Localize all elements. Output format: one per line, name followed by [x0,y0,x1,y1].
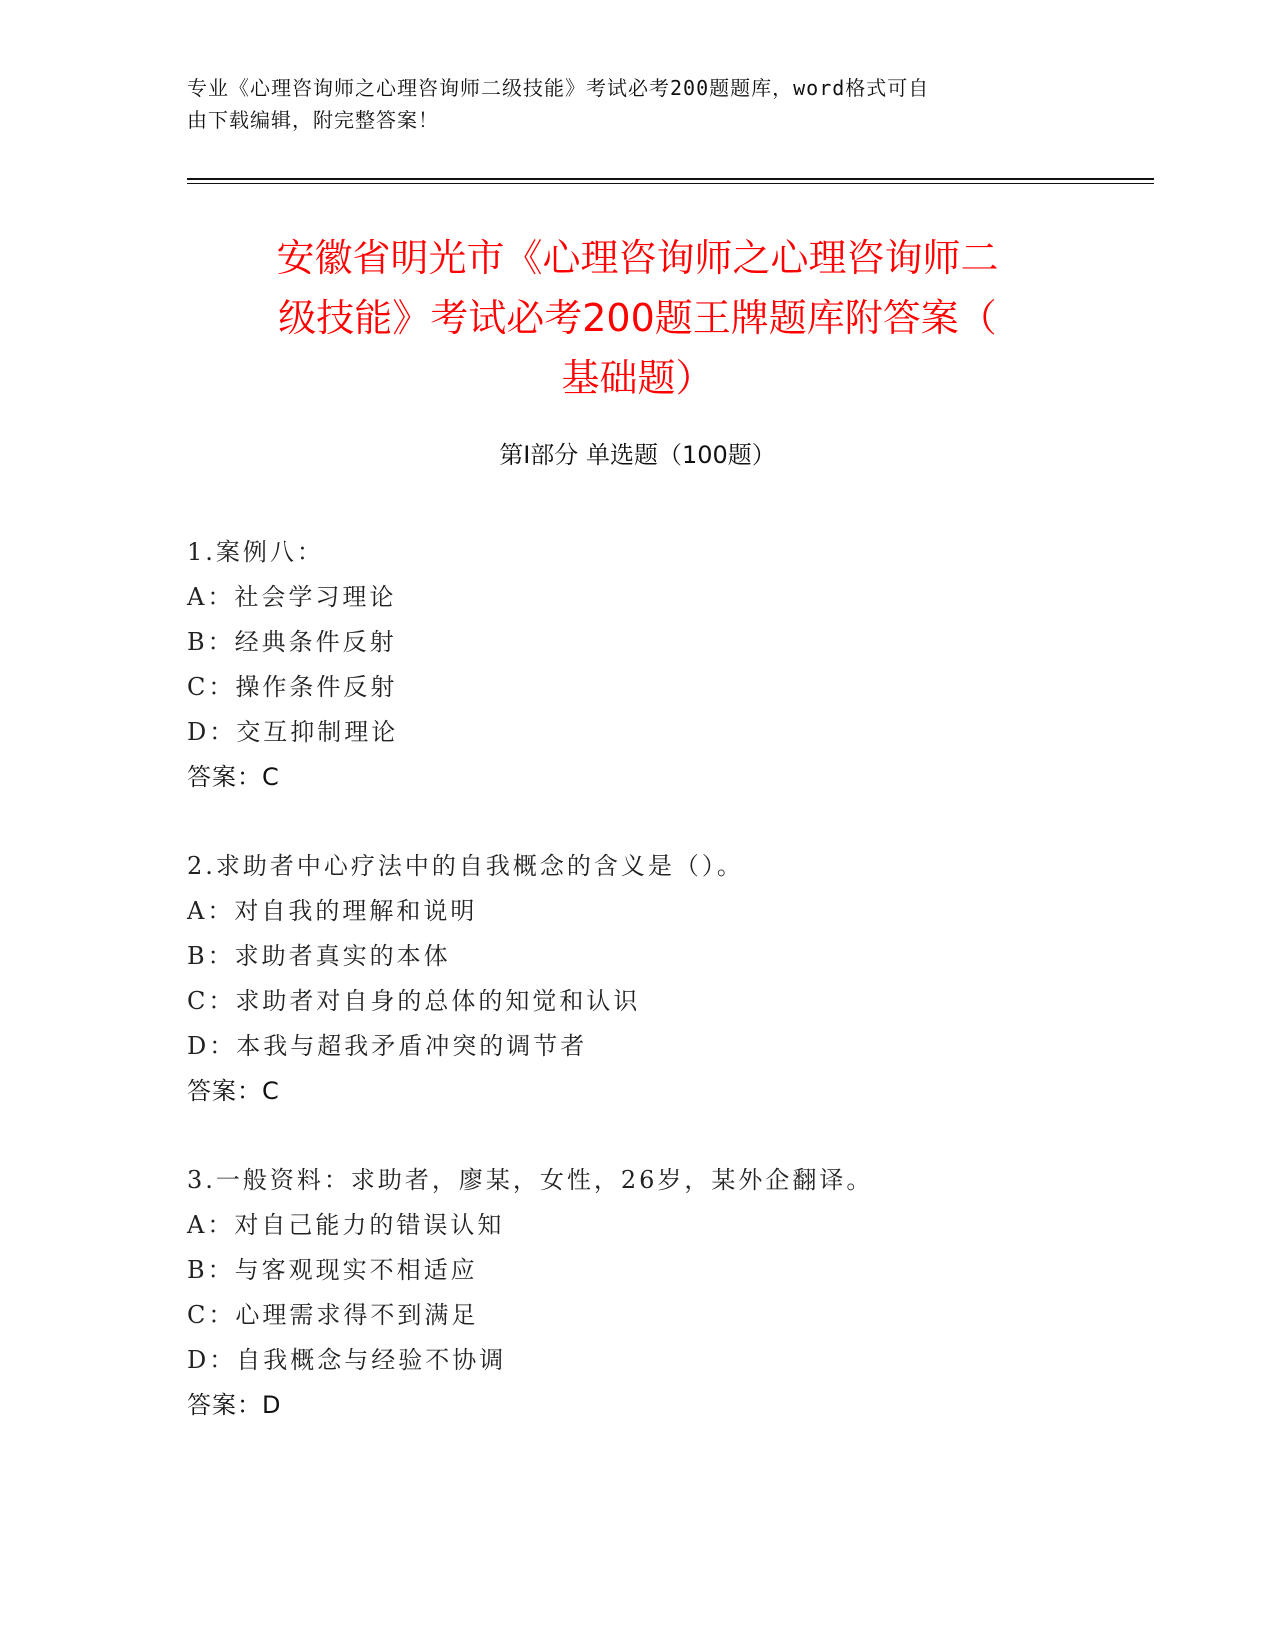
option-a: A：对自己能力的错误认知 [187,1211,505,1239]
option-b: B：与客观现实不相适应 [187,1256,478,1284]
question-item [187,844,1147,1114]
title-line-2: 级技能》考试必考200题王牌题库附答案（ [278,296,997,340]
question-item [187,1158,1147,1428]
question-item [187,530,1147,800]
section-heading: 第Ⅰ部分 单选题（100题） [499,441,776,469]
option-d: D：交互抑制理论 [187,718,399,746]
question-list [187,530,1147,1472]
title-line-1: 安徽省明光市《心理咨询师之心理咨询师二 [276,236,999,280]
option-c: C：心理需求得不到满足 [187,1301,479,1329]
option-a: A：对自我的理解和说明 [187,897,478,925]
title-line-3: 基础题） [561,356,714,400]
answer-line: 答案：C [187,763,280,791]
document-title [190,228,1085,408]
option-d: D：本我与超我矛盾冲突的调节者 [187,1032,588,1060]
option-a: A：社会学习理论 [187,583,397,611]
answer-line: 答案：D [187,1391,282,1419]
header-divider-thick [187,178,1154,180]
header-note-line-1: 专业《心理咨询师之心理咨询师二级技能》考试必考200题题库，word格式可自 [187,76,930,100]
question-stem: 1.案例八： [187,538,324,566]
option-d: D：自我概念与经验不协调 [187,1346,507,1374]
option-c: C：求助者对自身的总体的知觉和认识 [187,987,641,1015]
option-b: B：求助者真实的本体 [187,942,451,970]
question-stem: 3.一般资料：求助者，廖某，女性，26岁，某外企翻译。 [187,1166,874,1194]
answer-line: 答案：C [187,1077,280,1105]
option-c: C：操作条件反射 [187,673,398,701]
option-b: B：经典条件反射 [187,628,397,656]
header-note [187,72,1067,136]
question-stem: 2.求助者中心疗法中的自我概念的含义是（）。 [187,852,744,880]
header-note-line-2: 由下载编辑，附完整答案！ [187,108,439,132]
header-divider-thin [187,183,1154,184]
